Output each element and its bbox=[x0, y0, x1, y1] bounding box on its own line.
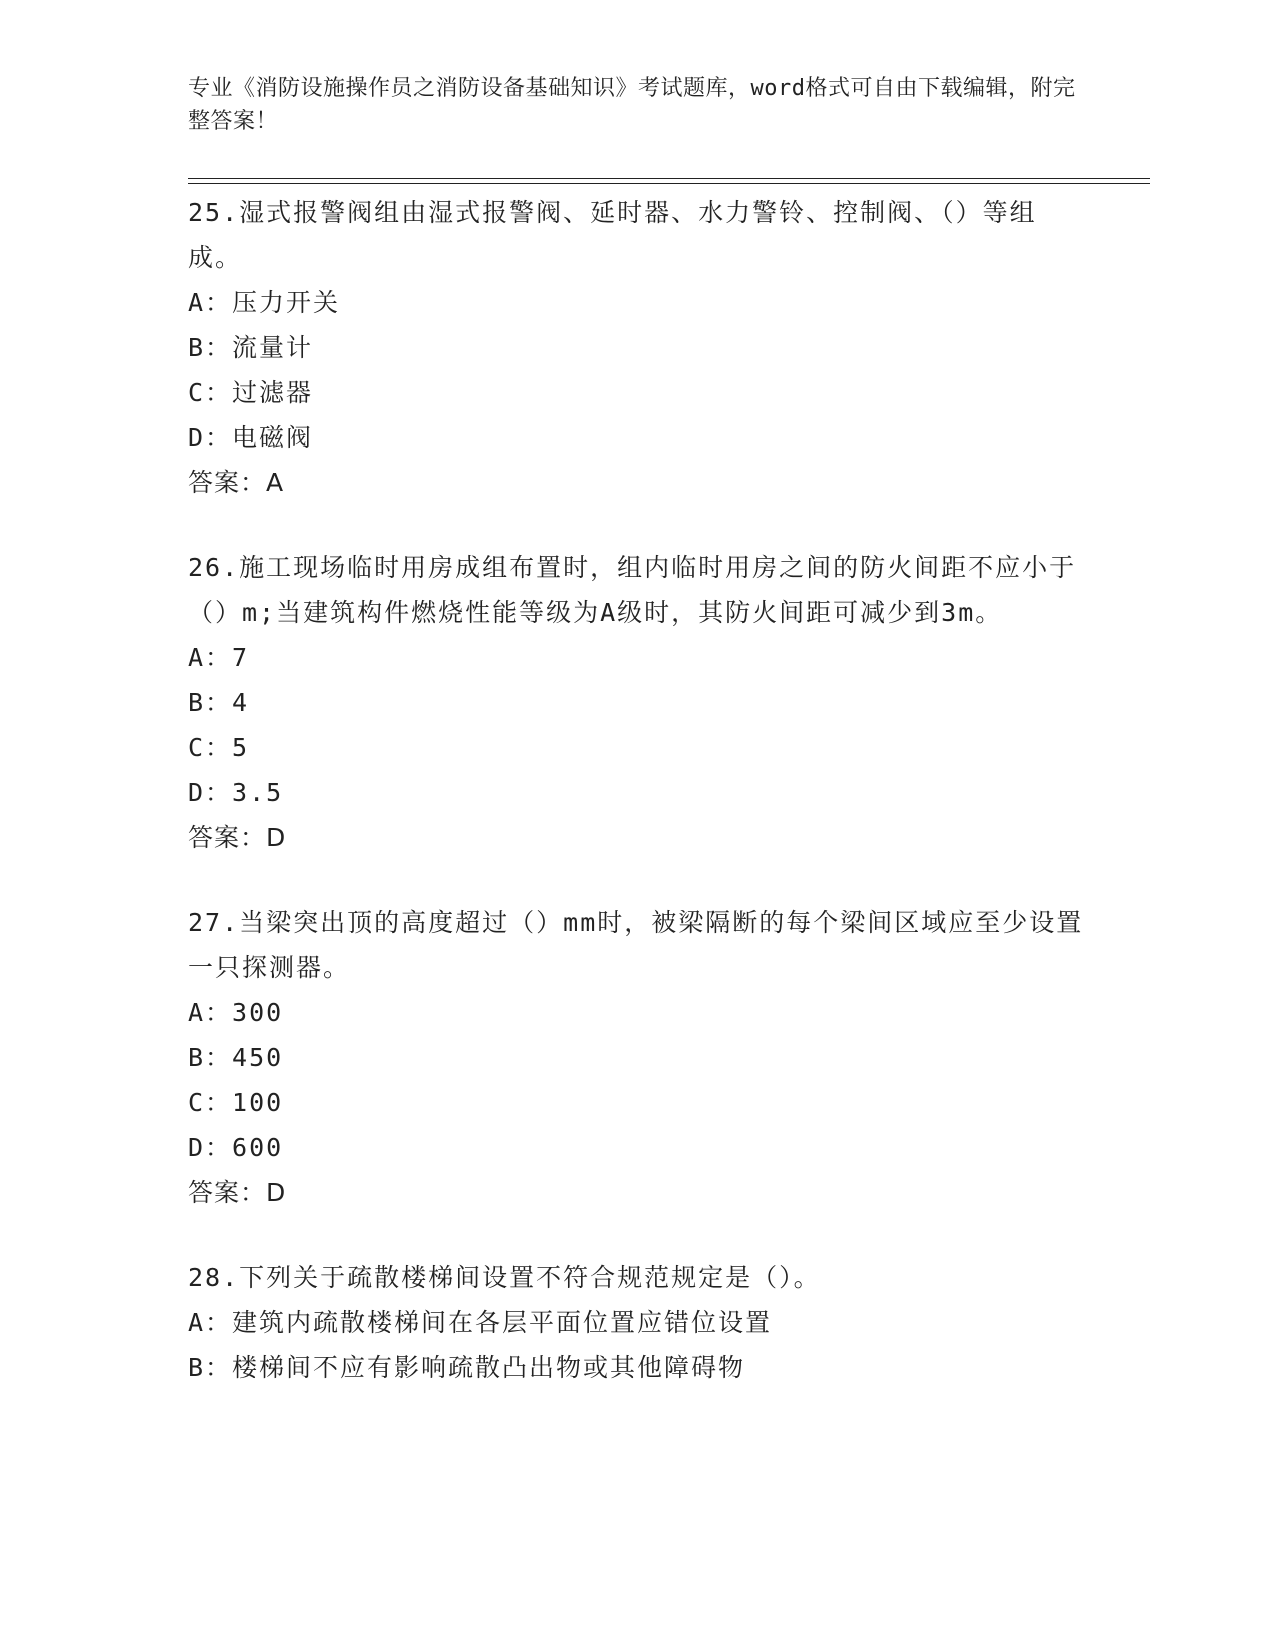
option-c: C：100 bbox=[188, 1088, 284, 1117]
question-26 bbox=[188, 545, 1088, 860]
header-divider-top bbox=[188, 178, 1150, 179]
option-d: D：600 bbox=[188, 1133, 284, 1162]
option-b: B：450 bbox=[188, 1043, 284, 1072]
answer: 答案：D bbox=[188, 823, 287, 852]
header-divider-bottom bbox=[188, 183, 1150, 184]
question-text: 27.当梁突出顶的高度超过（）mm时，被梁隔断的每个梁间区域应至少设置一只探测器。 bbox=[188, 908, 1084, 982]
question-27 bbox=[188, 900, 1088, 1215]
option-a: A：300 bbox=[188, 998, 284, 1027]
question-25 bbox=[188, 190, 1088, 505]
option-d: D：3.5 bbox=[188, 778, 284, 807]
question-list bbox=[188, 190, 1088, 1430]
option-c: C：5 bbox=[188, 733, 250, 762]
option-a: A：压力开关 bbox=[188, 288, 341, 317]
question-text: 28.下列关于疏散楼梯间设置不符合规范规定是（）。 bbox=[188, 1263, 821, 1292]
option-b: B：4 bbox=[188, 688, 250, 717]
option-d: D：电磁阀 bbox=[188, 423, 314, 452]
question-text: 25.湿式报警阀组由湿式报警阀、延时器、水力警铃、控制阀、（）等组成。 bbox=[188, 198, 1037, 272]
option-b: B：楼梯间不应有影响疏散凸出物或其他障碍物 bbox=[188, 1353, 746, 1382]
question-28 bbox=[188, 1255, 1088, 1390]
document-header: 专业《消防设施操作员之消防设备基础知识》考试题库，word格式可自由下载编辑，附完整答案！ bbox=[188, 76, 1076, 134]
answer: 答案：D bbox=[188, 1178, 287, 1207]
answer: 答案：A bbox=[188, 468, 285, 497]
option-a: A：建筑内疏散楼梯间在各层平面位置应错位设置 bbox=[188, 1308, 773, 1337]
option-b: B：流量计 bbox=[188, 333, 314, 362]
option-c: C：过滤器 bbox=[188, 378, 314, 407]
option-a: A：7 bbox=[188, 643, 250, 672]
question-text: 26.施工现场临时用房成组布置时，组内临时用房之间的防火间距不应小于（）m;当建筑构件燃烧性能等级为A级时，其防火间距可减少到3m。 bbox=[188, 553, 1077, 627]
